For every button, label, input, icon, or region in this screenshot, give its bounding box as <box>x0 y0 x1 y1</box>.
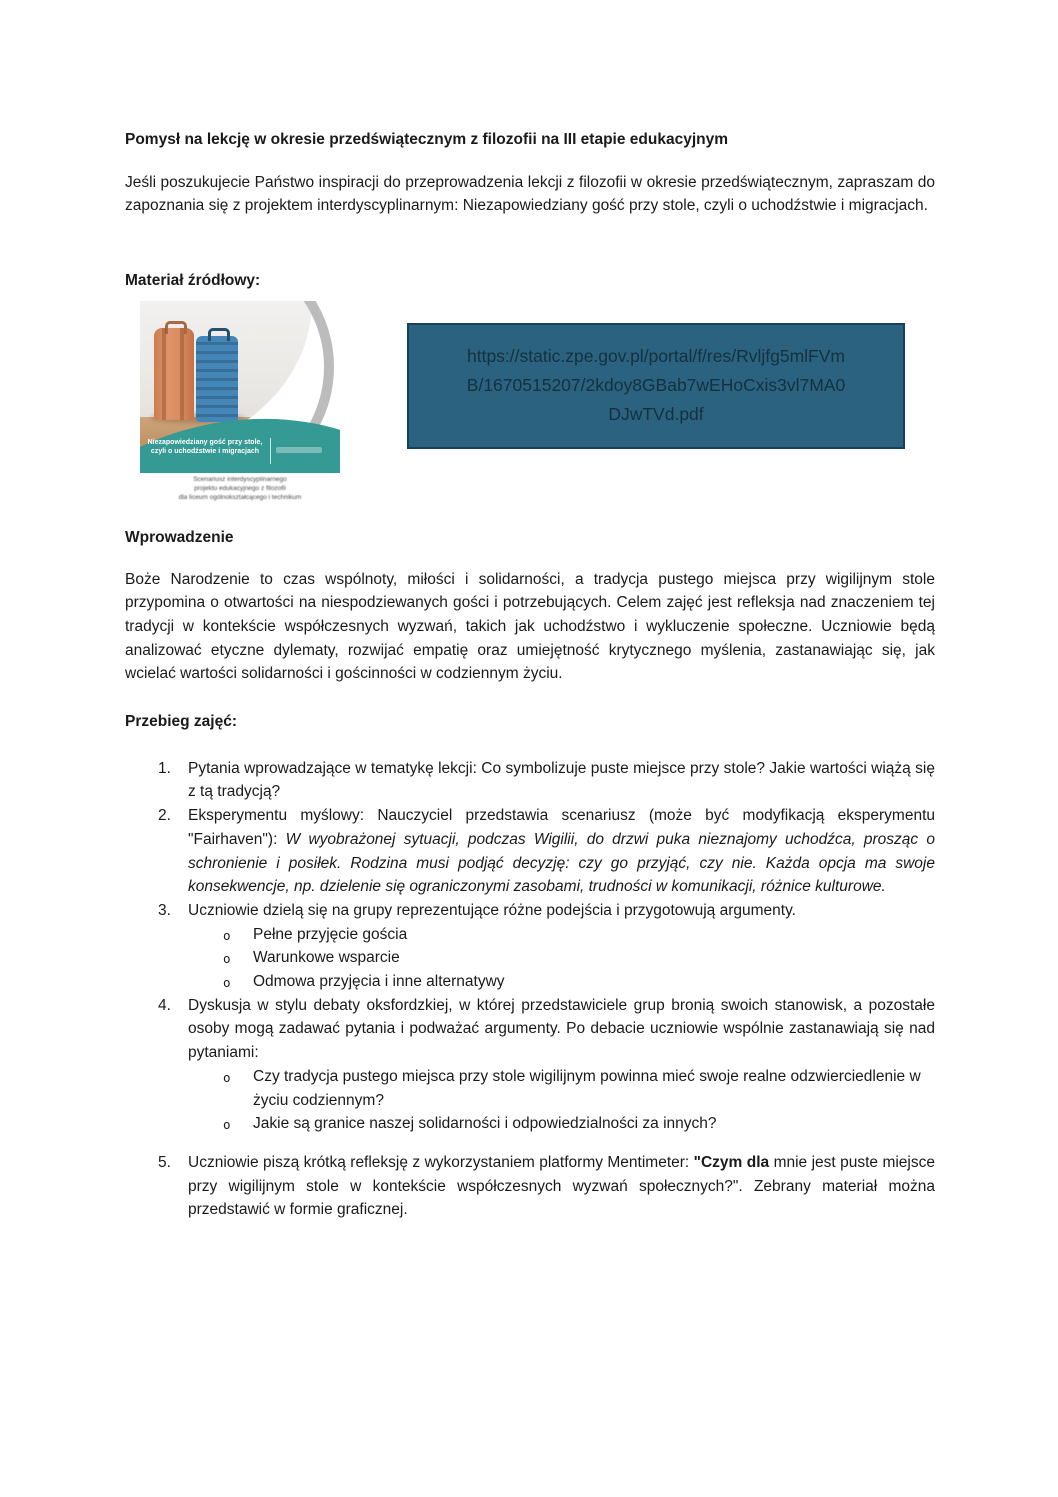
source-url-link[interactable] <box>407 323 905 449</box>
sub-bullet-text: Odmowa przyjęcia i inne alternatywy <box>253 973 505 991</box>
step-text: Dyskusja w stylu debaty oksfordzkiej, w której przedstawiciele grup bronią swoich stanowisk, a pozostałe osoby mogą zadawać pytania i podważać argumenty. Po debacie uczniowie wspólnie zastanawiają się nad pytaniami: <box>188 996 935 1062</box>
bullet-marker: o <box>223 975 231 991</box>
step-number: 5. <box>158 1153 171 1171</box>
step-sub-list <box>188 923 935 994</box>
lesson-step <box>125 804 935 899</box>
sub-bullet-item <box>188 1112 935 1136</box>
lesson-step <box>125 757 935 804</box>
step-text: Uczniowie dzielą się na grupy reprezentujące różne podejścia i przygotowują argumenty. <box>188 901 796 919</box>
bullet-marker: o <box>223 1117 231 1133</box>
step-sub-list <box>188 1065 935 1136</box>
text-line: Scenariusz interdyscyplinarnego <box>193 475 287 483</box>
bullet-marker: o <box>223 927 231 943</box>
sub-bullet-item <box>188 970 935 994</box>
introduction-paragraph: Boże Narodzenie to czas wspólnoty, miłości i solidarności, a tradycja pustego miejsca przy wigilijnym stole przypomina o otwartości na niespodziewanych gości i potrzebujących. Celem zajęć jest refleksja nad znaczeniem tej tradycji w kontekście współczesnych wyzwań, takich jak uchodźstwo i wykluczenie społeczne. Uczniowie będą analizować etyczne dylematy, rozwijać empatię oraz umiejętność krytycznego myślenia, zastanawiając się, jak wcielać wartości solidarności i gościnności w codziennym życiu. <box>125 570 935 683</box>
step-number: 4. <box>158 996 171 1014</box>
lesson-step <box>125 899 935 994</box>
text-line: czyli o uchodźstwie i migracjach <box>150 448 260 456</box>
lesson-step <box>125 1151 935 1222</box>
text-line: https://static.zpe.gov.pl/portal/f/res/Rvljfg5mlFVm <box>466 346 845 367</box>
source-pdf-thumbnail <box>140 301 340 503</box>
source-material-row <box>125 301 935 503</box>
step-number: 2. <box>158 807 171 825</box>
sub-bullet-text: Czy tradycja pustego miejsca przy stole wigilijnym powinna mieć swoje realne odzwierciedlenie w życiu codziennym? <box>253 1067 921 1109</box>
step-text: Uczniowie piszą krótką refleksję z wykorzystaniem platformy Mentimeter: "Czym dla mnie jest puste miejsce przy wigilijnym stole w kontekście współczesnych wyzwań społecznych?". Zebrany materiał można przedstawić w formie graficznej. <box>188 1153 935 1219</box>
cover-badge <box>276 447 322 453</box>
introduction-heading: Wprowadzenie <box>125 528 234 546</box>
sub-bullet-item <box>188 923 935 947</box>
document-content <box>125 0 935 1222</box>
step-number: 3. <box>158 901 171 919</box>
text-line: dla liceum ogólnokształcącego i technikum <box>178 493 302 501</box>
source-material-heading: Materiał źródłowy: <box>125 272 261 290</box>
step-text: Pytania wprowadzające w tematykę lekcji: Co symbolizuje puste miejsce przy stole? Jakie wartości wiążą się z tą tradycją? <box>188 759 935 801</box>
sub-bullet-text: Jakie są granice naszej solidarności i odpowiedzialności za innych? <box>253 1115 717 1133</box>
text-line: DJwTVd.pdf <box>608 404 704 425</box>
cover-separator-line <box>270 438 271 464</box>
sub-bullet-item <box>188 1065 935 1112</box>
sub-bullet-text: Pełne przyjęcie gościa <box>253 925 408 943</box>
cover-title-text <box>146 438 264 457</box>
text-line: Niezapowiedziany gość przy stole, <box>147 438 263 446</box>
lesson-steps-list <box>125 757 935 1222</box>
bullet-marker: o <box>223 951 231 967</box>
step-text: Eksperymentu myślowy: Nauczyciel przedstawia scenariusz (może być modyfikacją eksperymentu "Fairhaven"): W wyobrażonej sytuacji, podczas Wigilii, do drzwi puka nieznajomy uchodźca, prosząc o schronienie i posiłek. Rodzina musi podjąć decyzję: czy go przyjąć, czy nie. Każda opcja ma swoje konsekwencje, np. dzielenie się ograniczonymi zasobami, trudności w komunikacji, różnice kulturowe. <box>188 807 935 896</box>
page-title: Pomysł na lekcję w okresie przedświątecznym z filozofii na III etapie edukacyjnym <box>125 131 729 148</box>
step-number: 1. <box>158 759 171 777</box>
text-line: B/1670515207/2kdoy8GBab7wEHoCxis3vl7MA0 <box>466 375 846 396</box>
sub-bullet-text: Warunkowe wsparcie <box>253 949 400 967</box>
sub-bullet-item <box>188 946 935 970</box>
cover-subtitle-text <box>140 475 340 502</box>
intro-paragraph: Jeśli poszukujecie Państwo inspiracji do przeprowadzenia lekcji z filozofii w okresie przedświątecznym, zapraszam do zapoznania się z projektem interdyscyplinarnym: Niezapowiedziany gość przy stole, czyli o uchodźstwie i migracjach. <box>125 173 935 215</box>
lesson-plan-heading: Przebieg zajęć: <box>125 713 237 731</box>
bullet-marker: o <box>223 1069 231 1085</box>
text-line: projektu edukacyjnego z filozofii <box>194 484 286 492</box>
lesson-step <box>125 994 935 1136</box>
